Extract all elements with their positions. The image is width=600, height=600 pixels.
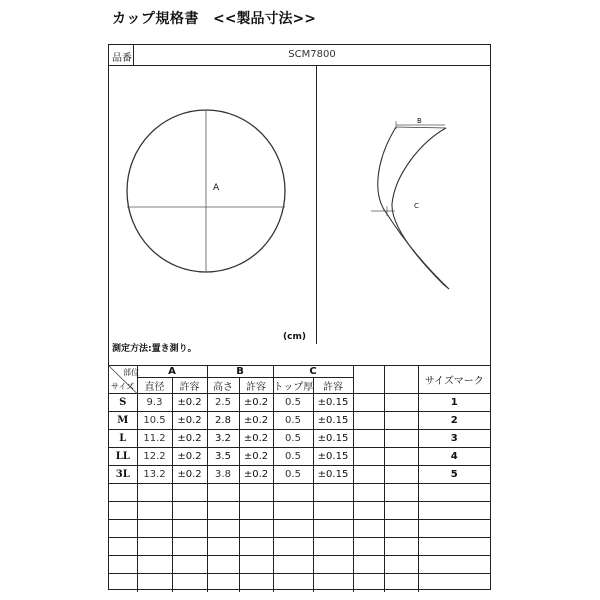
blank-cell	[353, 430, 384, 448]
blank-cell	[384, 430, 418, 448]
empty-table-row	[109, 502, 490, 520]
table-row	[109, 448, 490, 466]
cup-side-rim-top	[396, 127, 446, 128]
height-value: 3.8	[207, 466, 239, 484]
height-value: 2.8	[207, 412, 239, 430]
group-header-c: C	[273, 366, 353, 378]
measurement-method-note: 測定方法:置き測り。	[112, 344, 197, 354]
blank-header-cell	[384, 366, 418, 394]
empty-table-row	[109, 538, 490, 556]
blank-cell	[353, 412, 384, 430]
height-value: 2.5	[207, 394, 239, 412]
size-cell: S	[109, 394, 137, 412]
document-title: カップ規格書	[112, 11, 199, 27]
table-group-header-row	[109, 366, 490, 378]
diameter-value: 12.2	[137, 448, 172, 466]
document-subtitle: <<製品寸法>>	[213, 11, 316, 27]
part-number-row	[109, 45, 490, 66]
blank-cell	[353, 466, 384, 484]
group-header-a: A	[137, 366, 207, 378]
diameter-tolerance: ±0.2	[172, 394, 207, 412]
table-row	[109, 394, 490, 412]
top-thickness-tolerance: ±0.15	[313, 448, 353, 466]
unit-label: (cm)	[283, 332, 306, 342]
top-thickness-tolerance: ±0.15	[313, 412, 353, 430]
cup-side-rim-bottom	[444, 285, 449, 289]
height-tolerance: ±0.2	[239, 394, 273, 412]
dimension-b-label: B	[417, 117, 422, 125]
diameter-tolerance: ±0.2	[172, 430, 207, 448]
empty-table-row	[109, 574, 490, 592]
size-cell: M	[109, 412, 137, 430]
size-mark-value: 1	[418, 394, 490, 412]
diameter-tolerance: ±0.2	[172, 466, 207, 484]
size-mark-value: 3	[418, 430, 490, 448]
height-value: 3.2	[207, 430, 239, 448]
size-mark-header: サイズマーク	[418, 366, 490, 394]
table-row	[109, 430, 490, 448]
subheader-height: 高さ	[207, 378, 239, 394]
height-tolerance: ±0.2	[239, 448, 273, 466]
top-thickness-value: 0.5	[273, 412, 313, 430]
size-spec-table	[109, 365, 490, 592]
group-header-b: B	[207, 366, 273, 378]
top-thickness-value: 0.5	[273, 448, 313, 466]
table-corner-cell	[109, 366, 137, 394]
size-mark-value: 2	[418, 412, 490, 430]
top-thickness-tolerance: ±0.15	[313, 394, 353, 412]
size-cell: 3L	[109, 466, 137, 484]
table-corner-part-label: 部位	[123, 368, 139, 377]
subheader-tolerance-c: 許容	[313, 378, 353, 394]
size-mark-value: 4	[418, 448, 490, 466]
diameter-value: 11.2	[137, 430, 172, 448]
dimension-c-label: C	[414, 202, 419, 210]
size-cell: L	[109, 430, 137, 448]
drawing-divider	[316, 66, 317, 344]
diameter-value: 13.2	[137, 466, 172, 484]
spec-sheet-frame	[108, 44, 491, 590]
diameter-tolerance: ±0.2	[172, 412, 207, 430]
blank-cell	[384, 412, 418, 430]
top-thickness-tolerance: ±0.15	[313, 466, 353, 484]
subheader-top-thickness: トップ厚	[273, 378, 313, 394]
table-row	[109, 466, 490, 484]
blank-cell	[384, 394, 418, 412]
height-tolerance: ±0.2	[239, 466, 273, 484]
diameter-value: 10.5	[137, 412, 172, 430]
size-cell: LL	[109, 448, 137, 466]
subheader-tolerance-b: 許容	[239, 378, 273, 394]
cup-side-inner-curve	[392, 128, 446, 285]
empty-table-row	[109, 484, 490, 502]
top-thickness-value: 0.5	[273, 394, 313, 412]
height-tolerance: ±0.2	[239, 412, 273, 430]
size-mark-value: 5	[418, 466, 490, 484]
empty-table-row	[109, 556, 490, 574]
height-value: 3.5	[207, 448, 239, 466]
table-corner-size-label: サイズ	[111, 382, 135, 391]
diameter-value: 9.3	[137, 394, 172, 412]
blank-cell	[384, 466, 418, 484]
part-number-label: 品番	[112, 53, 132, 64]
top-thickness-tolerance: ±0.15	[313, 430, 353, 448]
subheader-tolerance-a: 許容	[172, 378, 207, 394]
top-thickness-value: 0.5	[273, 430, 313, 448]
table-row	[109, 412, 490, 430]
blank-cell	[353, 448, 384, 466]
empty-table-row	[109, 520, 490, 538]
blank-cell	[384, 448, 418, 466]
height-tolerance: ±0.2	[239, 430, 273, 448]
blank-cell	[353, 394, 384, 412]
cup-drawing-area	[109, 66, 490, 344]
subheader-diameter: 直径	[137, 378, 172, 394]
blank-header-cell	[353, 366, 384, 394]
dimension-a-label: A	[213, 183, 220, 193]
part-number-value: SCM7800	[288, 49, 336, 60]
diameter-tolerance: ±0.2	[172, 448, 207, 466]
top-thickness-value: 0.5	[273, 466, 313, 484]
